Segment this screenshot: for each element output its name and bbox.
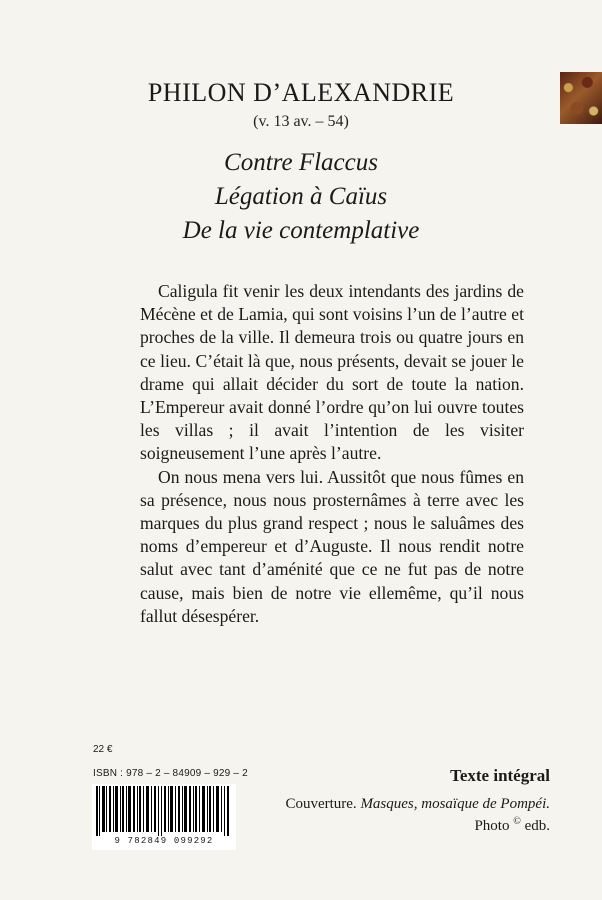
excerpt-text xyxy=(140,280,524,628)
title-legation-a-caius: Légation à Caïus xyxy=(214,183,388,210)
photo-credit-label: Photo xyxy=(474,818,510,834)
barcode xyxy=(92,784,236,850)
copyright-symbol: © xyxy=(513,816,521,827)
barcode-digits: 9 782849 099292 xyxy=(114,836,214,846)
photo-credit xyxy=(474,816,550,835)
price-label: 22 € xyxy=(93,744,113,755)
isbn-label: ISBN : 978 – 2 – 84909 – 929 – 2 xyxy=(93,768,248,779)
author-dates: (v. 13 av. – 54) xyxy=(253,113,349,130)
excerpt-paragraph: Caligula fit venir les deux intendants des jardins de Mécène et de Lamia, qui sont voisins l’un de l’autre et proches de la ville. Il demeura trois ou quatre jours en ce lieu. C’était là que, nous présents, devait se jouer le drame qui allait décider du sort de toute la nation. L’Empereur avait donné l’ordre qu’on lui ouvre toutes les villas ; il avait l’intention de les visiter soigneusement l’une après l’autre. xyxy=(140,281,524,464)
title-contre-flaccus: Contre Flaccus xyxy=(224,149,378,176)
barcode-bars xyxy=(92,784,236,836)
photo-credit-owner: edb. xyxy=(524,818,550,834)
cover-credit xyxy=(285,796,550,813)
book-titles xyxy=(0,146,602,248)
edition-label: Texte intégral xyxy=(450,766,550,785)
cover-credit-title: Masques, mosaïque de Pompéi. xyxy=(360,796,550,812)
excerpt-paragraph: On nous mena vers lui. Aussitôt que nous fûmes en sa présence, nous nous prosternâmes à terre avec les marques du plus grand respect ; nous le saluâmes des noms d’empereur et d’Auguste. Il nous rendit notre salut avec tant d’aménité que ce ne fut pas de notre cause, mais bien de notre vie ellemême, qu’il nous fallut désespérer. xyxy=(140,466,524,626)
cover-credit-label: Couverture. xyxy=(285,796,357,812)
mosaic-thumbnail-image xyxy=(560,72,602,124)
author-name: PHILON D’ALEXANDRIE xyxy=(147,78,455,107)
title-vie-contemplative: De la vie contemplative xyxy=(182,217,420,244)
